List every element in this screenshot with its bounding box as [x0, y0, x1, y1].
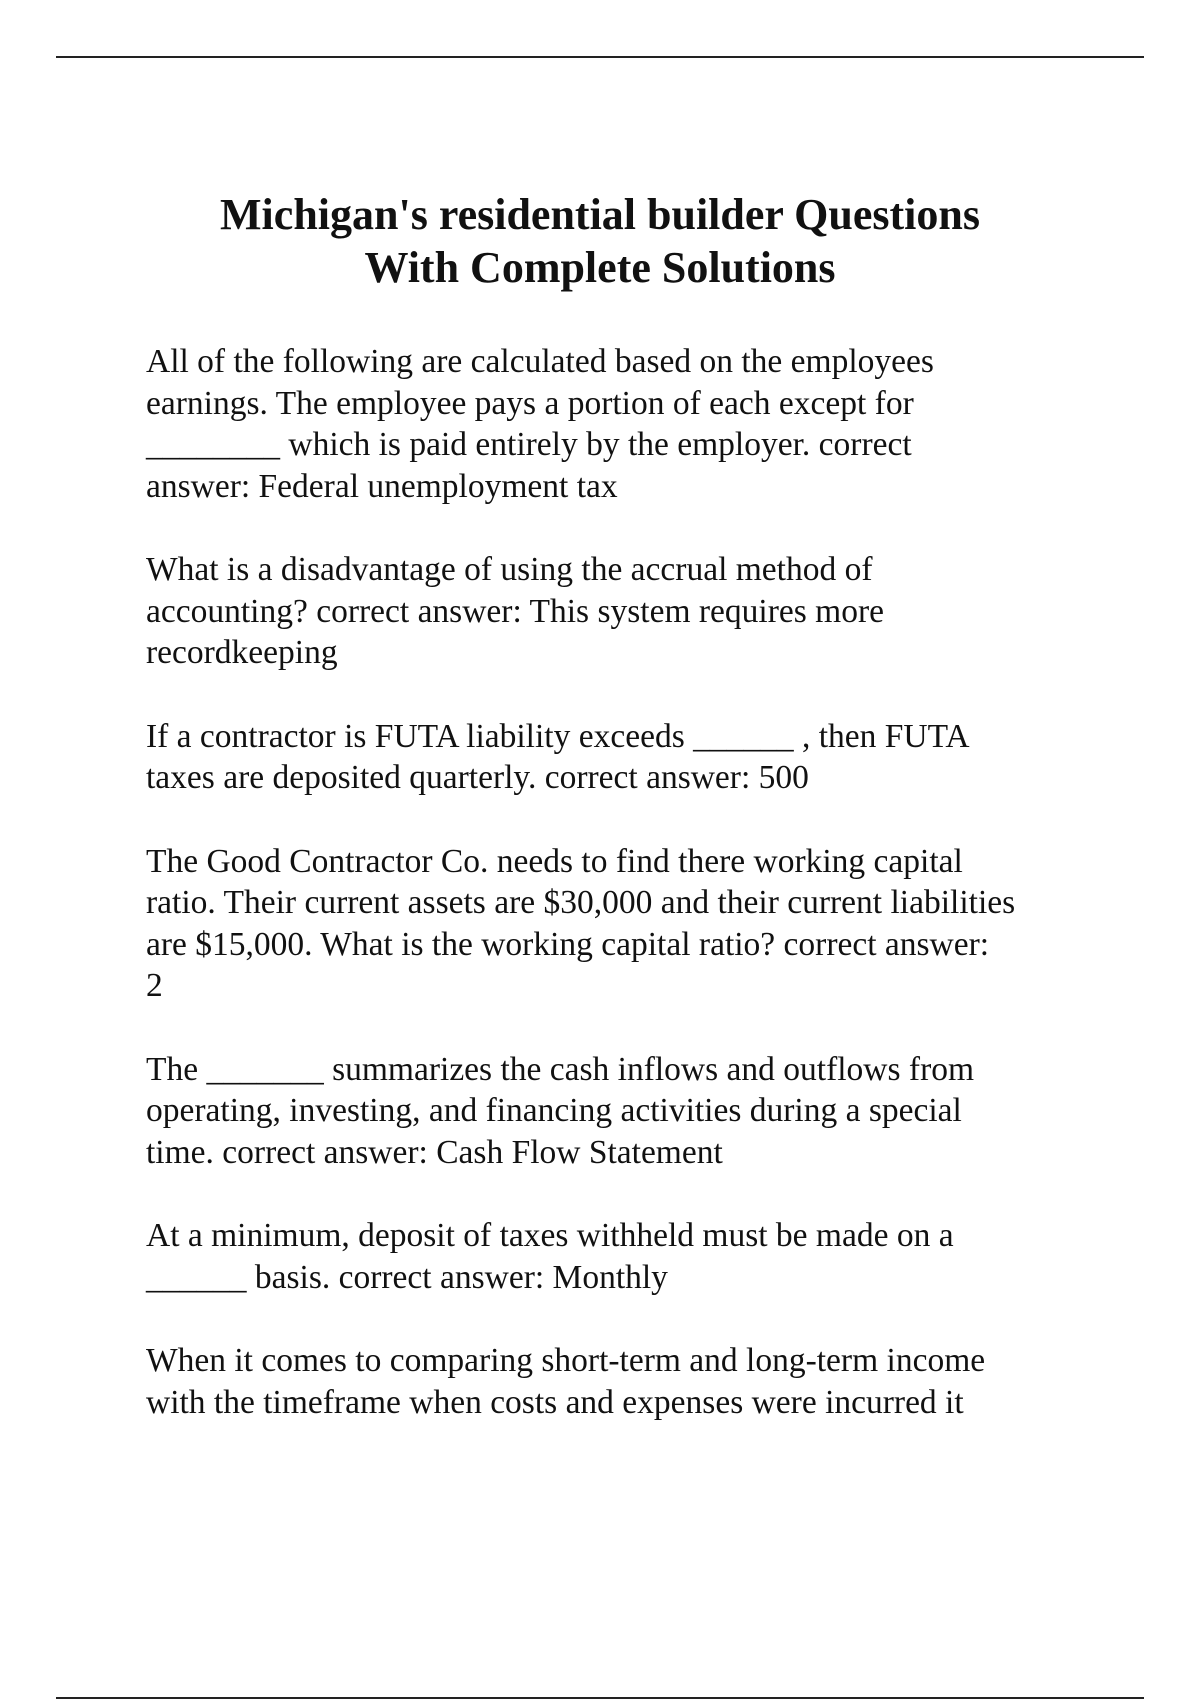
top-divider [56, 56, 1144, 58]
qa-line: When it comes to comparing short-term and long-term income [146, 1342, 986, 1379]
title-line: Michigan's residential builder Questions [220, 190, 980, 239]
qa-line: ratio. Their current assets are $30,000 and their current liabilities [146, 884, 1016, 921]
qa-line: answer: Federal unemployment tax [146, 467, 618, 505]
qa-entry [146, 841, 1106, 1007]
qa-entry [146, 1049, 1106, 1174]
qa-line: operating, investing, and financing activities during a special [146, 1092, 962, 1129]
qa-line: accounting? correct answer: This system requires more [146, 592, 884, 630]
qa-line: The Good Contractor Co. needs to find there working capital [146, 842, 963, 880]
qa-line: At a minimum, deposit of taxes withheld must be made on a [146, 1217, 954, 1254]
qa-line: ______ basis. correct answer: Monthly [146, 1258, 668, 1296]
qa-line: time. correct answer: Cash Flow Statement [146, 1133, 723, 1171]
bottom-divider [56, 1697, 1144, 1699]
title-line: With Complete Solutions [364, 243, 836, 292]
qa-line: taxes are deposited quarterly. correct answer: 500 [146, 759, 809, 796]
qa-entry [146, 549, 1106, 674]
qa-entry [146, 1215, 1106, 1298]
qa-entry [146, 341, 1106, 507]
qa-line: are $15,000. What is the working capital ratio? correct answer: [146, 925, 990, 963]
qa-line: earnings. The employee pays a portion of each except for [146, 384, 914, 422]
document-title [0, 188, 1200, 294]
document-body [146, 341, 1106, 1465]
qa-line: What is a disadvantage of using the accrual method of [146, 551, 873, 588]
qa-line: with the timeframe when costs and expenses were incurred it [146, 1383, 964, 1421]
qa-line: The _______ summarizes the cash inflows and outflows from [146, 1050, 975, 1088]
qa-entry [146, 716, 1106, 799]
qa-line: If a contractor is FUTA liability exceeds ______ , then FUTA [146, 717, 970, 755]
qa-line: ________ which is paid entirely by the employer. correct [146, 426, 912, 463]
qa-line: All of the following are calculated based on the employees [146, 343, 934, 380]
qa-entry [146, 1340, 1106, 1423]
qa-line: 2 [146, 967, 163, 1004]
qa-line: recordkeeping [146, 634, 338, 671]
